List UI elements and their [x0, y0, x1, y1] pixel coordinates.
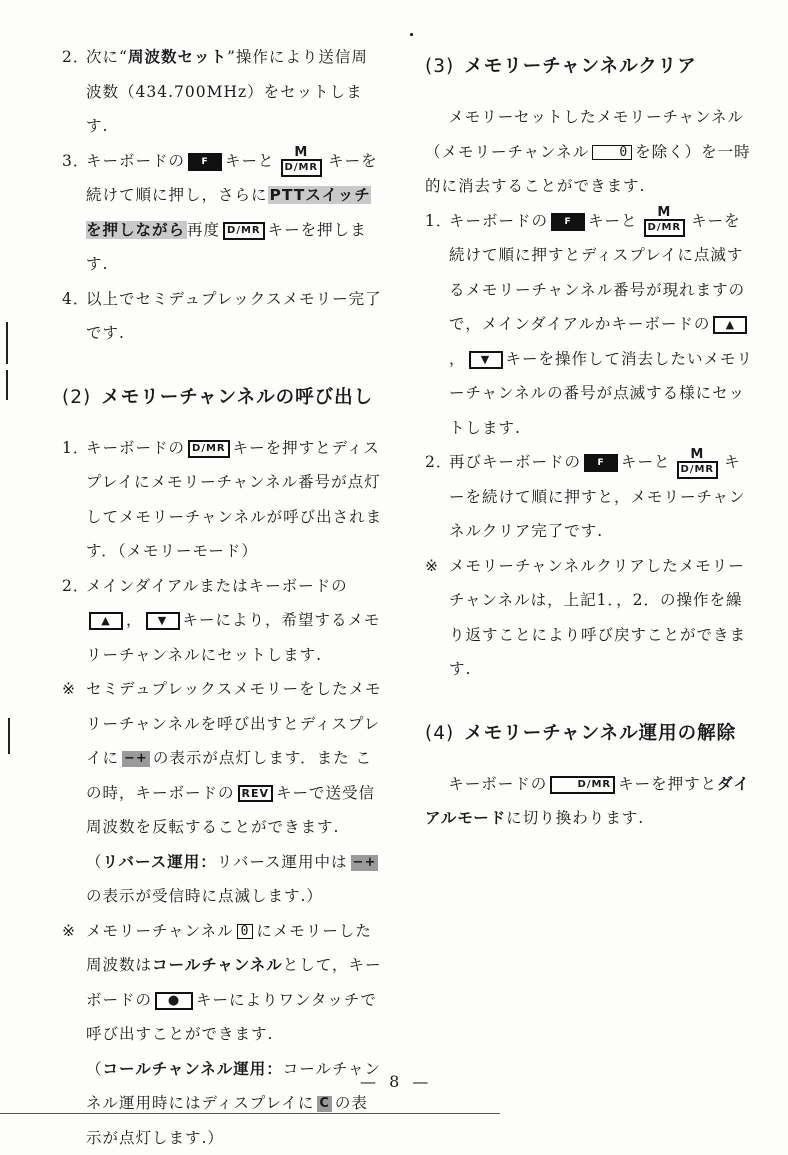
- dmr-key-icon: D/MR: [550, 776, 615, 794]
- f-key-icon: F: [188, 153, 222, 171]
- m-dmr-key-icon: M D/MR: [674, 448, 722, 479]
- down-key-icon: ▼: [469, 351, 503, 369]
- section-heading: (4) メモリーチャンネル運用の解除: [425, 717, 755, 751]
- left-column: [62, 40, 384, 1155]
- duplex-indicator-icon: −+: [122, 751, 150, 767]
- list-item: 1． キーボードの F キーと M D/MR キーを続けて順に押すとディスプレイに点滅するメモリーチャンネル番号が現れますので，メインダイアルかキーボードの ▲， ▼ キーを操作して消去したいメモリーチャンネルの番号が点滅する様にセットします.: [425, 204, 755, 446]
- note: ※ セミデュプレックスメモリーをしたメモリーチャンネルを呼び出すとディスプレイに −+ の表示が点灯します．また この時，キーボードの REV キーで送受信周波数を反転することができます. （リバース運用：リバース運用中は −+の表示が受信時に点滅します.）: [62, 672, 384, 914]
- rev-key-icon: REV: [238, 785, 274, 802]
- up-key-icon: ▲: [713, 316, 747, 334]
- duplex-indicator-icon: −+: [351, 855, 379, 871]
- paragraph: キーボードの D/MR キーを押すとダイアルモードに切り換わります.: [425, 767, 755, 836]
- list-item: 2． 再びキーボードの F キーと M D/MR キーを続けて順に押すと，メモリーチャンネルクリア完了です.: [425, 445, 755, 549]
- f-key-icon: F: [584, 454, 618, 472]
- dmr-key-icon: D/MR: [188, 440, 230, 458]
- f-key-icon: F: [551, 213, 585, 231]
- m-dmr-key-icon: M D/MR: [278, 146, 326, 177]
- list-item: 2． 次に“周波数セット”操作により送信周波数（434.700MHz）をセットします.: [62, 40, 384, 144]
- channel-zero-box: 0: [592, 145, 632, 160]
- section-heading: (3) メモリーチャンネルクリア: [425, 50, 755, 84]
- m-dmr-key-icon: M D/MR: [641, 206, 689, 237]
- section-heading: (2) メモリーチャンネルの呼び出し: [62, 381, 384, 415]
- note: ※ メモリーチャンネルクリアしたメモリーチャンネルは，上記1．，2．の操作を繰り返すことにより呼び戻すことができます.: [425, 549, 755, 687]
- list-item: 1． キーボードの D/MR キーを押すとディスプレイにメモリーチャンネル番号が点灯してメモリーチャンネルが呼び出されます．（メモリーモード）: [62, 431, 384, 569]
- note: ※ メモリーチャンネル 0 にメモリーした周波数はコールチャンネルとして，キーボードの ● キーによりワンタッチで呼び出すことができます. （コールチャンネル運用：コールチャンネル運用時にはディスプレイに C の表示が点灯します.）: [62, 914, 384, 1155]
- ptt-highlight: PTTスイッチを押しながら: [86, 186, 371, 239]
- down-key-icon: ▼: [146, 612, 180, 630]
- channel-zero-box: 0: [237, 924, 254, 939]
- dmr-key-icon: D/MR: [223, 222, 265, 240]
- margin-mark: [6, 322, 8, 364]
- up-key-icon: ▲: [89, 612, 123, 630]
- paragraph: メモリーセットしたメモリーチャンネル（メモリーチャンネル 0 を除く）を一時的に消去することができます.: [425, 100, 755, 204]
- call-key-icon: ●: [155, 992, 193, 1010]
- call-indicator-icon: C: [317, 1096, 332, 1112]
- page-number: — 8 —: [360, 1072, 432, 1091]
- stray-dot: [410, 33, 413, 36]
- margin-mark: [6, 370, 8, 400]
- bottom-rule: [0, 1113, 500, 1114]
- list-item: 4． 以上でセミデュプレックスメモリー完了です.: [62, 282, 384, 351]
- list-item: 3． キーボードの F キーと M D/MR キーを続けて順に押し，さらに PTTスイッチを押しながら 再度 D/MR キーを押します.: [62, 144, 384, 282]
- margin-mark: [8, 718, 10, 754]
- right-column: [425, 40, 755, 836]
- list-item: 2． メインダイアルまたはキーボードの▲ ， ▼ キーにより，希望するメモリーチャンネルにセットします.: [62, 569, 384, 673]
